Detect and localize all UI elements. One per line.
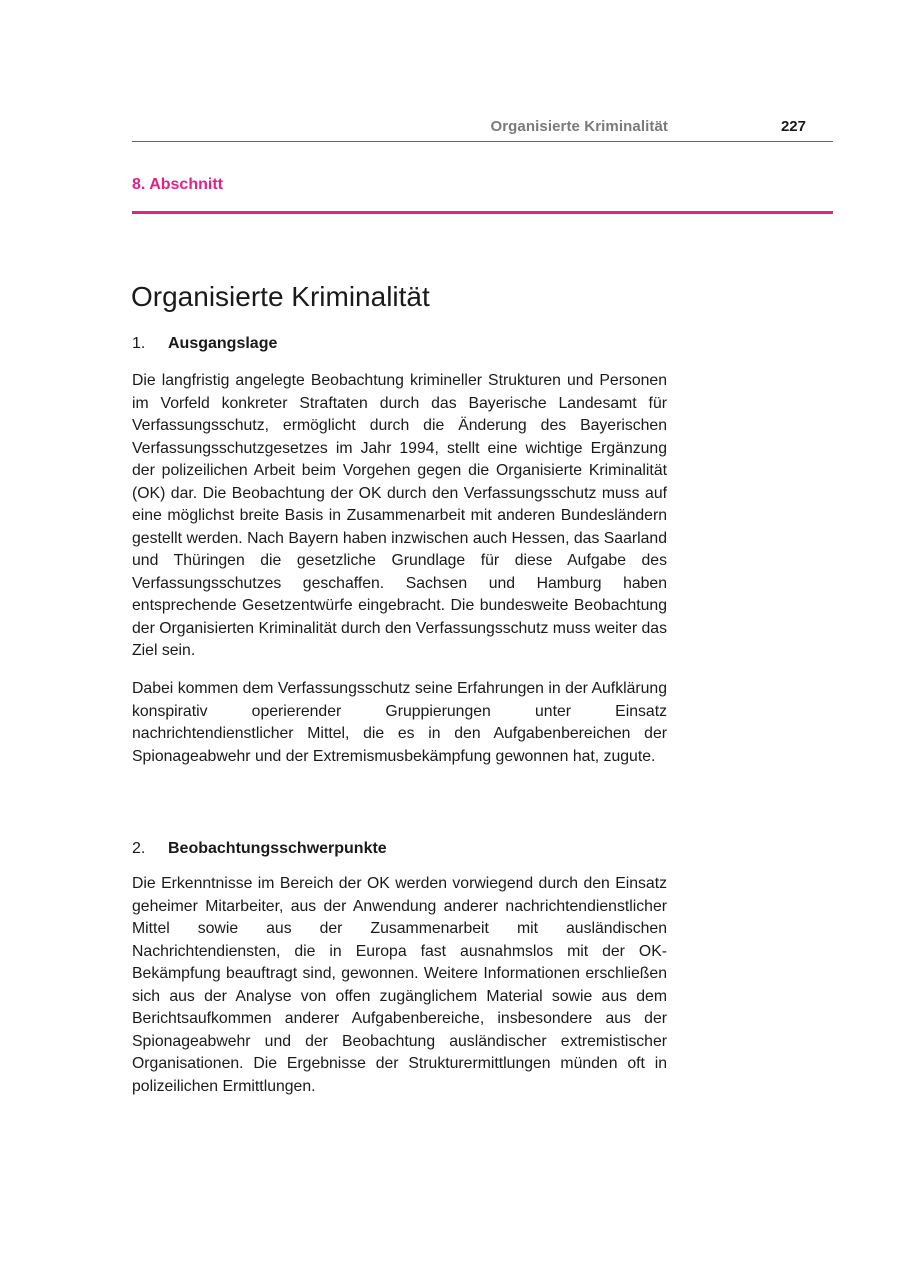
header-divider [132, 141, 833, 142]
section-label: 8. Abschnitt [132, 176, 223, 193]
body-paragraph: Die Erkenntnisse im Bereich der OK werden vorwiegend durch den Einsatz geheimer Mitarbeiter, aus der Anwendung anderer nachrichtendienstlicher Mittel sowie aus der Zusammenarbeit mit ausländischen Nachrichtendiensten, die in Europa fast ausnahmslos mit der OK-Bekämpfung beauftragt sind, gewonnen. Weitere Informationen erschließen sich aus der Analyse von offen zugänglichem Material sowie aus dem Berichtsaufkommen anderer Aufgabenbereiche, insbesondere aus der Spionageabwehr und der Beobachtung ausländischer extremistischer Organisationen. Die Ergebnisse der Strukturermittlungen münden oft in polizeilichen Ermittlungen. [132, 875, 667, 1095]
body-paragraph: Dabei kommen dem Verfassungsschutz seine Erfahrungen in der Aufklärung konspirativ operierender Gruppierungen unter Einsatz nachrichtendienstlicher Mittel, die es in den Aufgabenbereichen der Spionageabwehr und der Extremismusbekämpfung gewonnen hat, zugute. [132, 680, 667, 765]
subsection-number: 1. [132, 335, 146, 352]
subsection-title: Ausgangslage [168, 335, 278, 352]
section-divider [132, 211, 833, 214]
subsection-number: 2. [132, 840, 146, 857]
body-paragraph: Die langfristig angelegte Beobachtung krimineller Strukturen und Personen im Vorfeld konkreter Straftaten durch das Bayerische Landesamt für Verfassungsschutz, ermöglicht durch die Änderung des Bayerischen Verfassungsschutzgesetzes im Jahr 1994, stellt eine wichtige Ergänzung der polizeilichen Arbeit beim Vorgehen gegen die Organisierte Kriminalität (OK) dar. Die Beobachtung der OK durch den Verfassungsschutz muss auf eine möglichst breite Basis in Zusammenarbeit mit anderen Bundesländern gestellt werden. Nach Bayern haben inzwischen auch Hessen, das Saarland und Thüringen die gesetzliche Grundlage für diese Aufgabe des Verfassungsschutzes geschaffen. Sachsen und Hamburg haben entsprechende Gesetzentwürfe eingebracht. Die bundesweite Beobachtung der Organisierten Kriminalität durch den Verfassungsschutz muss weiter das Ziel sein. [132, 372, 667, 659]
page-number: 227 [780, 118, 806, 135]
chapter-title: Organisierte Kriminalität [131, 280, 430, 312]
subsection-heading-2 [132, 840, 387, 858]
running-header [132, 118, 833, 138]
subsection-title: Beobachtungsschwerpunkte [168, 840, 387, 857]
subsection-heading-1 [132, 335, 277, 353]
running-title: Organisierte Kriminalität [490, 118, 668, 135]
